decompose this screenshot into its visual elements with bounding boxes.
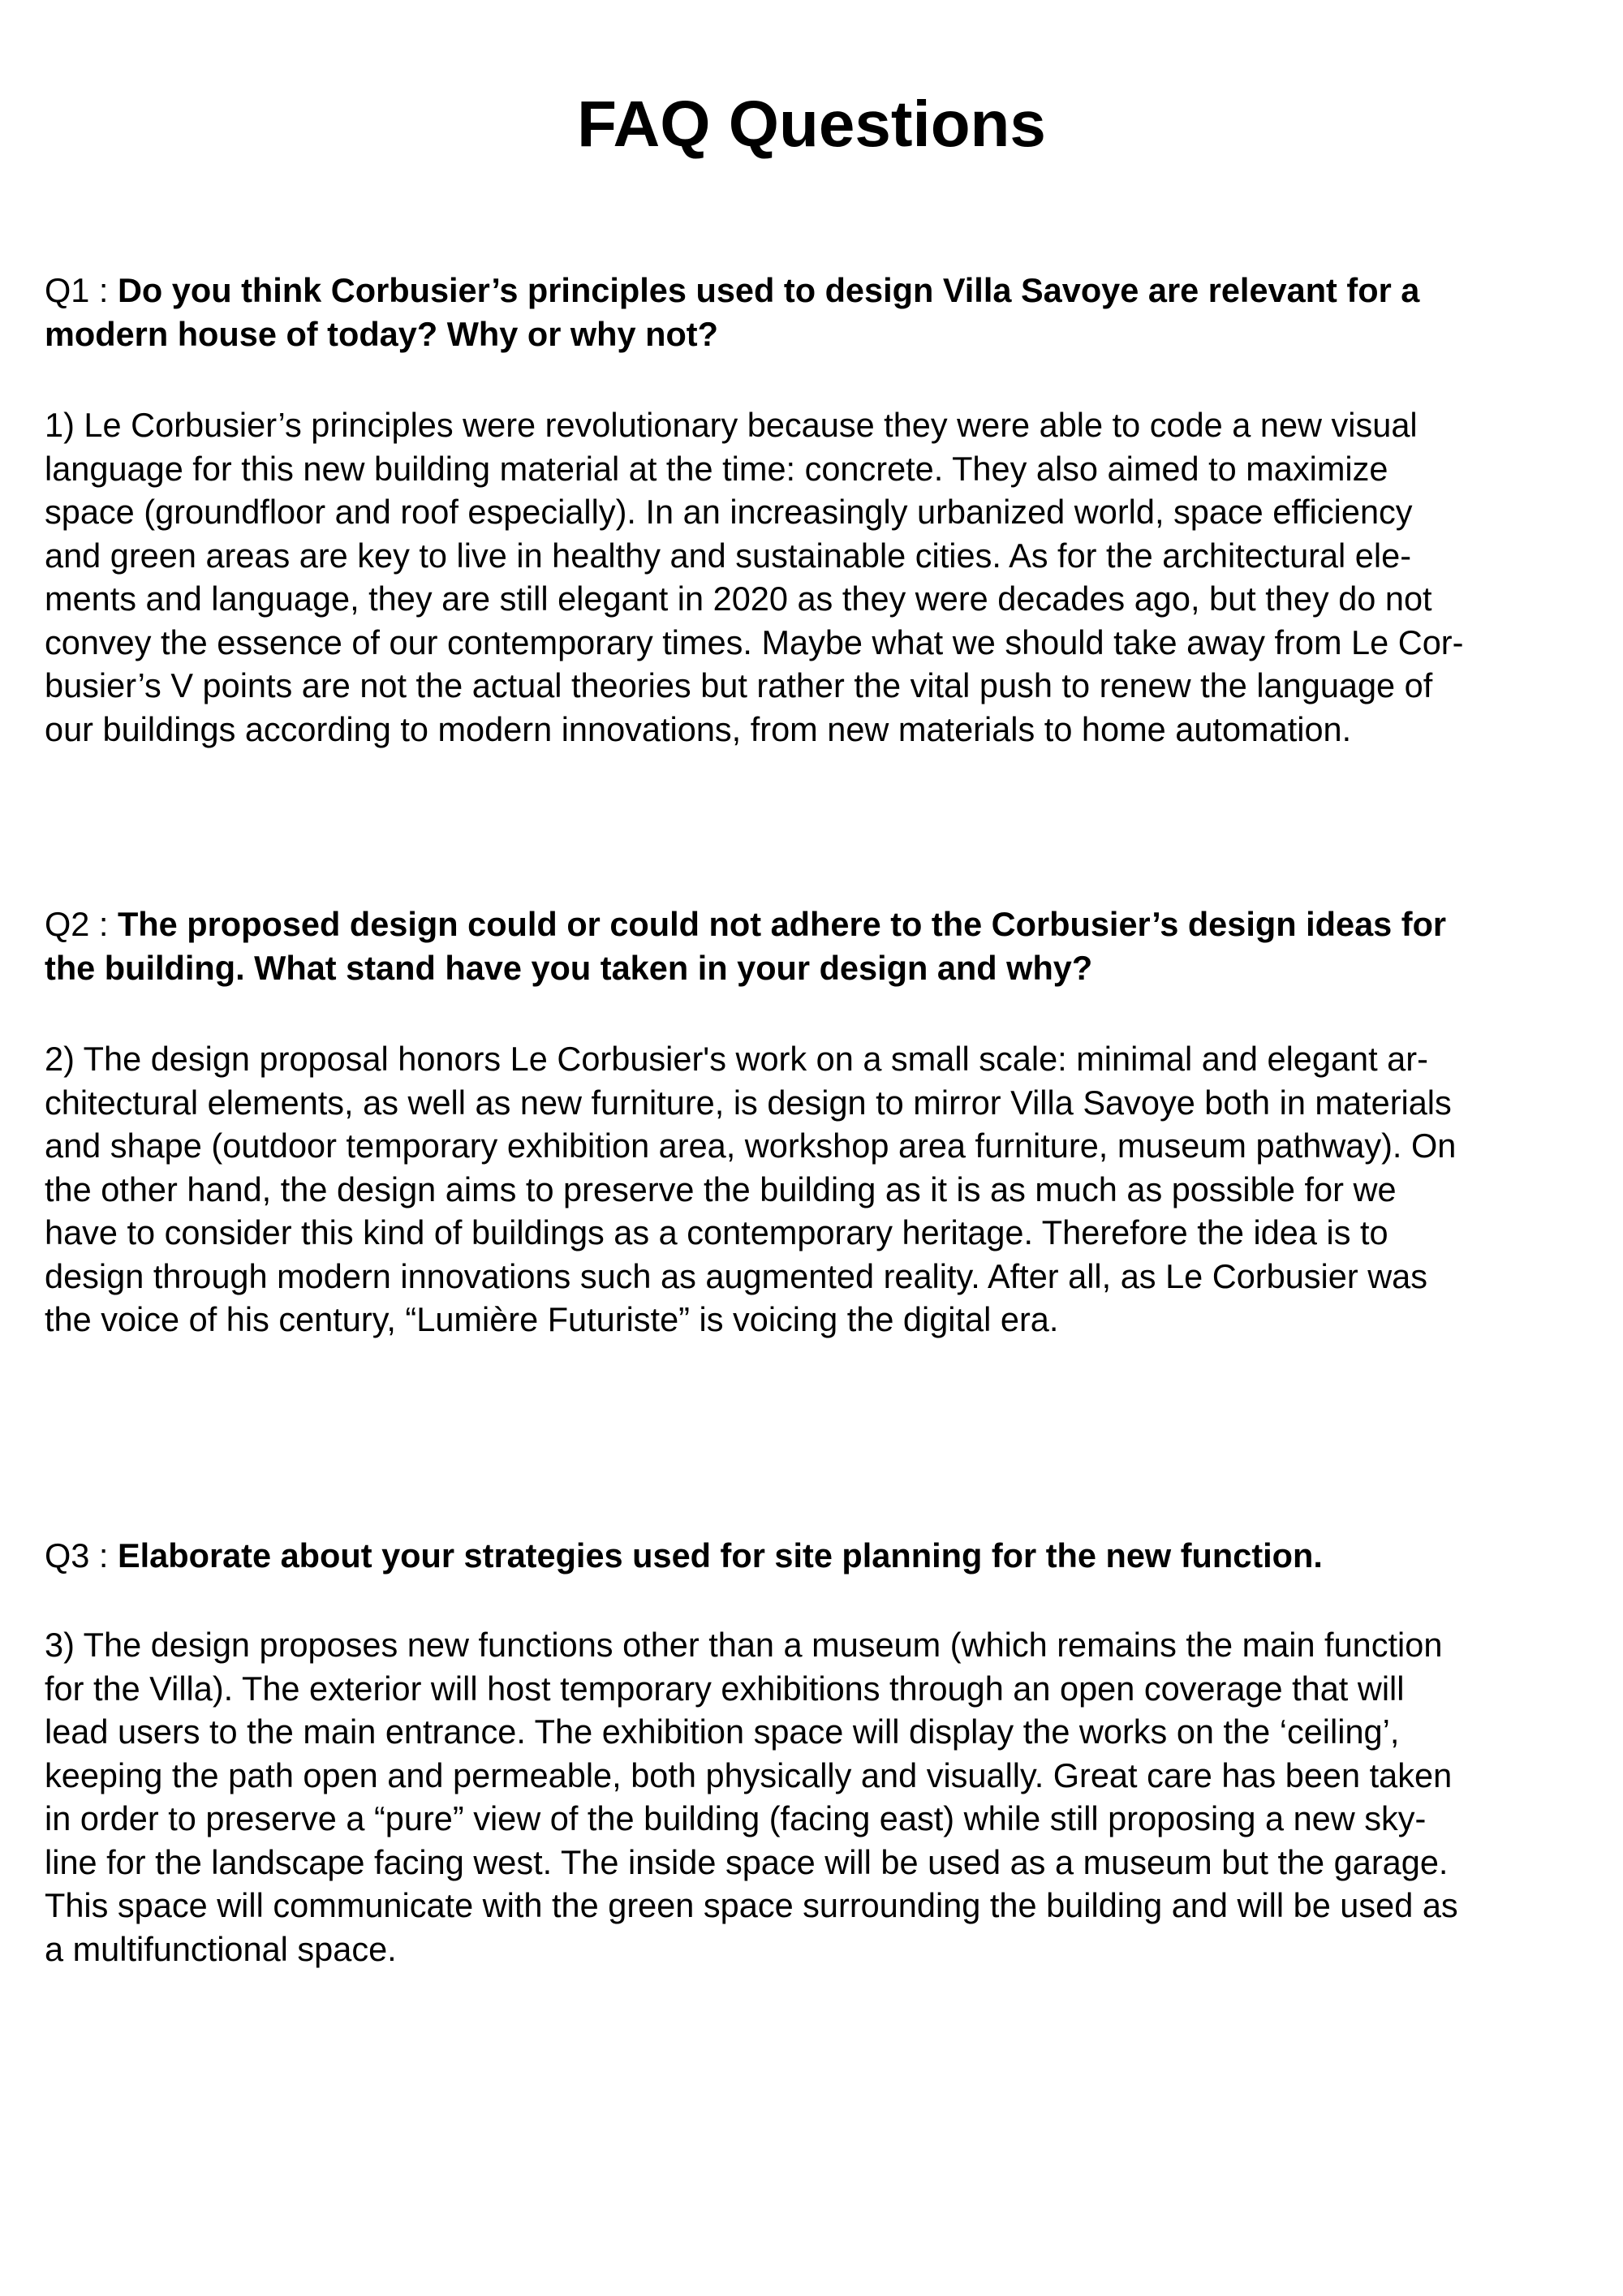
question-text-line: Do you think Corbusier’s principles used to design Villa Savoye are relevant for a — [117, 271, 1420, 309]
question-text-line: modern house of today? Why or why not? — [45, 315, 718, 353]
answer-line: lead users to the main entrance. The exhibition space will display the works on the ‘ceiling’, — [45, 1712, 1400, 1751]
answer-line: line for the landscape facing west. The inside space will be used as a museum but the garage. — [45, 1842, 1449, 1881]
answer-line: ments and language, they are still elegant in 2020 as they were decades ago, but they do not — [45, 579, 1432, 618]
answer-line: busier’s V points are not the actual theories but rather the vital push to renew the language of — [45, 666, 1433, 704]
faq-question-2 — [45, 902, 1586, 990]
answer-line: 2) The design proposal honors Le Corbusier's work on a small scale: minimal and elegant ar- — [45, 1040, 1428, 1078]
question-text-line: Elaborate about your strategies used for site planning for the new function. — [117, 1536, 1323, 1574]
answer-line: the other hand, the design aims to preserve the building as it is as much as possible for we — [45, 1170, 1397, 1208]
faq-question-1 — [45, 269, 1586, 356]
page-title: FAQ Questions — [577, 88, 1046, 160]
question-text-line: the building. What stand have you taken in your design and why? — [45, 949, 1093, 987]
answer-line: This space will communicate with the green space surrounding the building and will be used as — [45, 1886, 1458, 1924]
answer-line: have to consider this kind of buildings as a contemporary heritage. Therefore the idea is to — [45, 1213, 1388, 1251]
question-text-line: The proposed design could or could not adhere to the Corbusier’s design ideas for — [117, 905, 1447, 943]
question-label: Q1 : — [45, 271, 118, 309]
answer-line: for the Villa). The exterior will host temporary exhibitions through an open coverage that will — [45, 1669, 1405, 1708]
answer-line: the voice of his century, “Lumière Futuriste” is voicing the digital era. — [45, 1300, 1059, 1338]
question-label: Q2 : — [45, 905, 118, 943]
answer-line: space (groundfloor and roof especially). In an increasingly urbanized world, space efficiency — [45, 493, 1413, 531]
answer-line: 1) Le Corbusier’s principles were revolutionary because they were able to code a new visual — [45, 406, 1418, 444]
faq-answer-2 — [45, 1037, 1586, 1342]
faq-question-3 — [45, 1534, 1586, 1578]
answer-line: a multifunctional space. — [45, 1929, 397, 1968]
answer-line: keeping the path open and permeable, both physically and visually. Great care has been taken — [45, 1755, 1453, 1794]
answer-line: chitectural elements, as well as new furniture, is design to mirror Villa Savoye both in materials — [45, 1083, 1452, 1122]
answer-line: convey the essence of our contemporary times. Maybe what we should take away from Le Cor- — [45, 622, 1464, 661]
faq-answer-3 — [45, 1623, 1586, 1971]
answer-line: in order to preserve a “pure” view of the building (facing east) while still proposing a new sky- — [45, 1799, 1427, 1837]
answer-line: and shape (outdoor temporary exhibition area, workshop area furniture, museum pathway). On — [45, 1126, 1457, 1165]
answer-line: language for this new building material at the time: concrete. They also aimed to maximize — [45, 449, 1388, 488]
answer-line: 3) The design proposes new functions other than a museum (which remains the main function — [45, 1626, 1443, 1664]
answer-line: and green areas are key to live in healthy and sustainable cities. As for the architectural ele- — [45, 536, 1412, 575]
answer-line: design through modern innovations such as augmented reality. After all, as Le Corbusier was — [45, 1256, 1427, 1295]
faq-answer-1 — [45, 403, 1586, 751]
answer-line: our buildings according to modern innovations, from new materials to home automation. — [45, 709, 1352, 748]
question-label: Q3 : — [45, 1536, 118, 1574]
